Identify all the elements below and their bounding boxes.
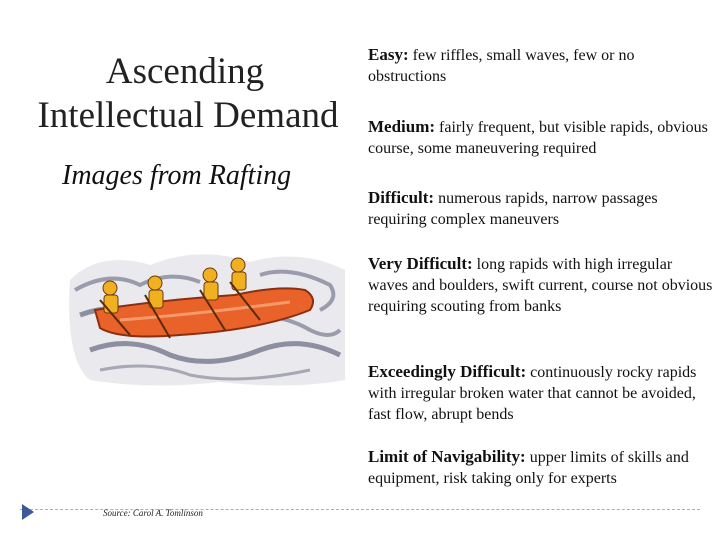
level-name: Medium:: [368, 117, 436, 136]
level-desc: few riffles, small waves, few or no obstructions: [368, 47, 635, 85]
level-exceedingly-difficult: [368, 361, 713, 425]
source-credit: Source: Carol A. Tomlinson: [103, 508, 203, 518]
level-easy: [368, 44, 713, 87]
rafting-illustration: [60, 240, 350, 390]
slide-title-line2: Intellectual Demand: [37, 95, 339, 136]
level-name: Easy:: [368, 45, 409, 64]
level-desc: continuously rocky rapids with irregular broken water that cannot be avoided, fast flow, abrupt bends: [368, 364, 697, 423]
level-limit-of-navigability: [368, 446, 713, 489]
level-name: Exceedingly Difficult:: [368, 362, 527, 381]
level-desc: upper limits of skills and equipment, risk taking only for experts: [368, 449, 689, 487]
level-desc: numerous rapids, narrow passages requiring complex maneuvers: [368, 190, 658, 228]
level-difficult: [368, 187, 713, 230]
level-medium: [368, 116, 713, 159]
level-desc: fairly frequent, but visible rapids, obvious course, some maneuvering required: [368, 119, 708, 157]
level-very-difficult: [368, 253, 713, 317]
level-name: Limit of Navigability:: [368, 447, 526, 466]
level-desc: long rapids with high irregular waves and boulders, swift current, course not obvious requiring scouting from banks: [368, 256, 713, 315]
level-name: Very Difficult:: [368, 254, 473, 273]
level-name: Difficult:: [368, 188, 435, 207]
slide-title-line1: Ascending: [105, 51, 265, 92]
slide-subtitle: Images from Rafting: [62, 160, 292, 191]
triangle-arrow-icon: [22, 504, 34, 520]
